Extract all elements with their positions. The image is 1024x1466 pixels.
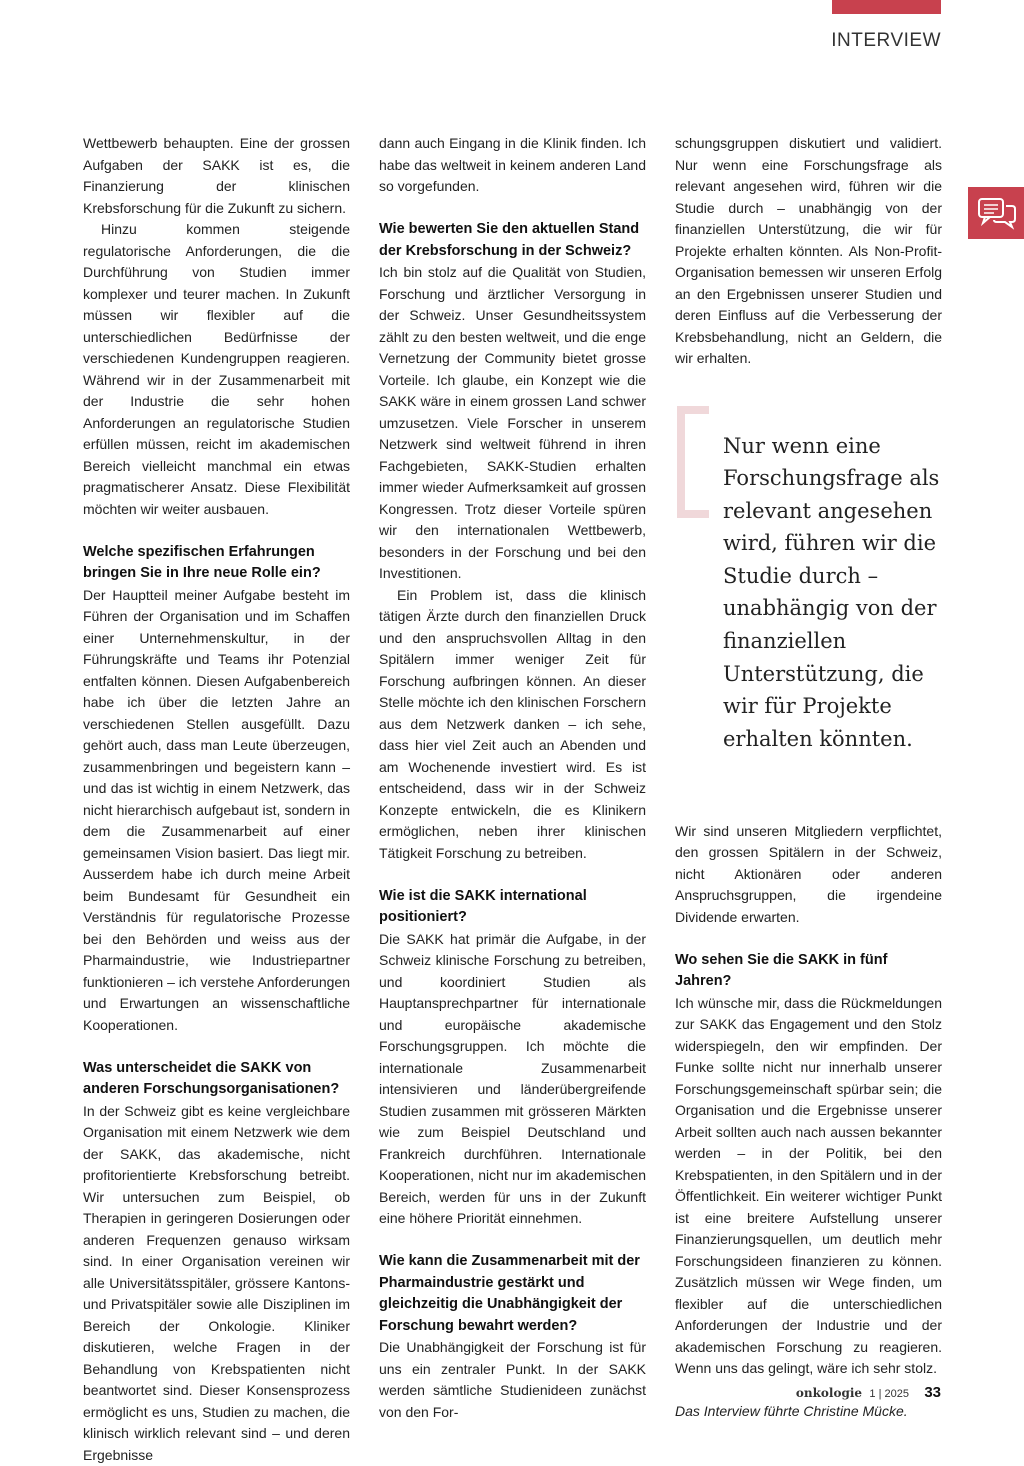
- paragraph: Ich wünsche mir, dass die Rückmeldungen zur SAKK das Engagement und den Stolz widerspiegeln, den wir empfinden. Der Funke sollte nicht nur innerhalb unserer Forschungsgemeinschaft spürbar sein; die Organisation und die Ergebnisse unserer Arbeit sollten auch nach aussen bekannter werden – in der Politik, bei den Krebspatienten, in den Spitälern und in der Öffentlichkeit. Ein weiterer wichtiger Punkt ist eine breitere Aufstellung unserer Finanzierungsquellen, um deutlich mehr Forschungsideen finanzieren zu können. Zusätzlich müssen wir Wege finden, um flexibler auf die unterschiedlichen Anforderungen der Industrie und der akademischen Forschung zu reagieren. Wenn uns das gelingt, wäre ich sehr stolz.: [675, 993, 942, 1380]
- column-3: [675, 133, 942, 1423]
- question-heading: Welche spezifischen Erfahrungen bringen Sie in Ihre neue Rolle ein?: [83, 542, 350, 585]
- paragraph: dann auch Eingang in die Klinik finden. Ich habe das weltweit in keinem anderen Land so vorgefunden.: [379, 133, 646, 198]
- question-heading: Wie bewerten Sie den aktuellen Stand der Krebsforschung in der Schweiz?: [379, 219, 646, 262]
- footer: [796, 1384, 941, 1401]
- column-1: [83, 133, 350, 1466]
- question-heading: Wie ist die SAKK international positioniert?: [379, 886, 646, 929]
- paragraph: In der Schweiz gibt es keine vergleichbare Organisation mit einem Netzwerk wie dem der SAKK, das akademische, nicht profitorientierte Krebsforschung betreibt. Wir untersuchen zum Beispiel, ob Therapien in geringeren Dosierungen oder anderen Frequenzen genauso wirksam sind. In einer Organisation vereinen wir alle Universitätsspitäler, grössere Kantons- und Privatspitäler sowie alle Disziplinen im Bereich der Onkologie. Kliniker diskutieren, welche Fragen in der Behandlung von Krebspatienten nicht beantwortet sind. Dieser Konsensprozess ermöglicht es uns, Studien zu machen, die klinisch wirklich relevant sind – und deren Ergebnisse: [83, 1101, 350, 1466]
- paragraph: schungsgruppen diskutiert und validiert. Nur wenn eine Forschungsfrage als relevant angesehen wird, führen wir die Studie durch – unabhängig von der finanziellen Unterstützung, die wir für Projekte erhalten könnten. Als Non-Profit-Organisation bemessen wir unseren Erfolg an den Ergebnissen unserer Studien und deren Einfluss auf die Verbesserung der Krebsbehandlung, nicht an Geldern, die wir erhalten.: [675, 133, 942, 370]
- speech-bubbles-icon: [977, 196, 1017, 230]
- paragraph: Der Hauptteil meiner Aufgabe besteht im Führen der Organisation und im Schaffen einer Unternehmenskultur, in der Führungskräfte und Teams ihr Potenzial entfalten können. Diesen Aufgabenbereich habe ich über die letzten Jahre an verschiedenen Stellen ausgefüllt. Dazu gehört auch, dass man Leute überzeugen, zusammenbringen und begeistern kann – und das ist wichtig in einem Netzwerk, das nicht hierarchisch aufgebaut ist, sondern in dem die Zusammenarbeit auf einer gemeinsamen Vision basiert. Das liegt mir. Ausserdem habe ich durch meine Arbeit beim Bundesamt für Gesundheit ein Verständnis für regulatorische Prozesse bei den Behörden und weiss aus der Pharmaindustrie, wie Industriepartner funktionieren – ich verstehe Anforderungen und Erwartungen an wissenschaftliche Kooperationen.: [83, 585, 350, 1037]
- question-heading: Wo sehen Sie die SAKK in fünf Jahren?: [675, 950, 942, 993]
- question-heading: Wie kann die Zusammenarbeit mit der Pharmaindustrie gestärkt und gleichzeitig die Unabhängigkeit der Forschung bewahrt werden?: [379, 1251, 646, 1337]
- issue-number: 1 | 2025: [869, 1388, 909, 1400]
- paragraph: Ein Problem ist, dass die klinisch tätigen Ärzte durch den finanziellen Druck und den anspruchsvollen Alltag in den Spitälern immer weniger Zeit für Forschung aufbringen können. An dieser Stelle möchte ich den klinischen Forschern aus dem Netzwerk danken – ich sehe, dass hier viel Zeit auch an Abenden und am Wochenende investiert wird. Es ist entscheidend, dass wir in der Schweiz Konzepte entwickeln, die es Klinikern ermöglichen, neben ihrer klinischen Tätigkeit Forschung zu betreiben.: [379, 585, 646, 865]
- question-heading: Was unterscheidet die SAKK von anderen Forschungsorganisationen?: [83, 1058, 350, 1101]
- paragraph: Hinzu kommen steigende regulatorische Anforderungen, die die Durchführung von Studien immer komplexer und teurer machen. In Zukunft müssen wir flexibler auf die unterschiedlichen Bedürfnisse der verschiedenen Kundengruppen reagieren. Während wir in der Zusammenarbeit mit der Industrie die sehr hohen Anforderungen an regulatorische Studien erfüllen müssen, reicht im akademischen Bereich vielleicht manchmal ein etwas pragmatischerer Ansatz. Diese Flexibilität möchten wir weiter ausbauen.: [83, 219, 350, 520]
- journal-name: onkologie: [796, 1386, 862, 1400]
- paragraph: Die SAKK hat primär die Aufgabe, in der Schweiz klinische Forschung zu betreiben, und koordiniert Studien als Hauptansprechpartner für internationale und europäische akademische Forschungsgruppen. Ich möchte die internationale Zusammenarbeit intensivieren und länderübergreifende Studien zusammen mit grösseren Märkten wie zum Beispiel Deutschland und Frankreich durchführen. Internationale Kooperationen, nicht nur im akademischen Bereich, werden für uns in der Zukunft eine höhere Priorität einnehmen.: [379, 929, 646, 1230]
- paragraph: Wettbewerb behaupten. Eine der grossen Aufgaben der SAKK ist es, die Finanzierung der klinischen Krebsforschung für die Zukunft zu sichern.: [83, 133, 350, 219]
- pull-quote: [675, 406, 942, 778]
- header-accent-bar: [832, 0, 941, 14]
- quote-bracket-icon: [677, 406, 709, 518]
- section-label: INTERVIEW: [831, 30, 941, 52]
- page-number: 33: [924, 1384, 941, 1401]
- side-tab: [968, 187, 1024, 239]
- paragraph: Die Unabhängigkeit der Forschung ist für uns ein zentraler Punkt. In der SAKK werden sämtliche Studienideen zunächst von den For-: [379, 1337, 646, 1423]
- pull-quote-text: Nur wenn eine Forschungsfrage als relevant angesehen wird, führen wir die Studie durch – unabhängig von der finanziellen Unterstützung, die wir für Projekte erhalten könnten.: [723, 430, 943, 756]
- paragraph: Ich bin stolz auf die Qualität von Studien, Forschung und ärztlicher Versorgung in der Schweiz. Unser Gesundheitssystem zählt zu den besten weltweit, und die enge Vernetzung der Community bietet grosse Vorteile. Ich glaube, ein Konzept wie die SAKK wäre in einem grossen Land schwer umzusetzen. Viele Forscher in unserem Netzwerk sind weltweit führend in ihren Fachgebieten, SAKK-Studien erhalten immer wieder Aufmerksamkeit auf grossen Kongressen. Trotz dieser Vorteile spüren wir den internationalen Wettbewerb, besonders in der Forschung und bei den Investitionen.: [379, 262, 646, 585]
- column-2: [379, 133, 646, 1423]
- interview-credit: Das Interview führte Christine Mücke.: [675, 1401, 942, 1423]
- paragraph: Wir sind unseren Mitgliedern verpflichtet, den grossen Spitälern in der Schweiz, nicht Aktionären oder anderen Anspruchsgruppen, die irgendeine Dividende erwarten.: [675, 821, 942, 929]
